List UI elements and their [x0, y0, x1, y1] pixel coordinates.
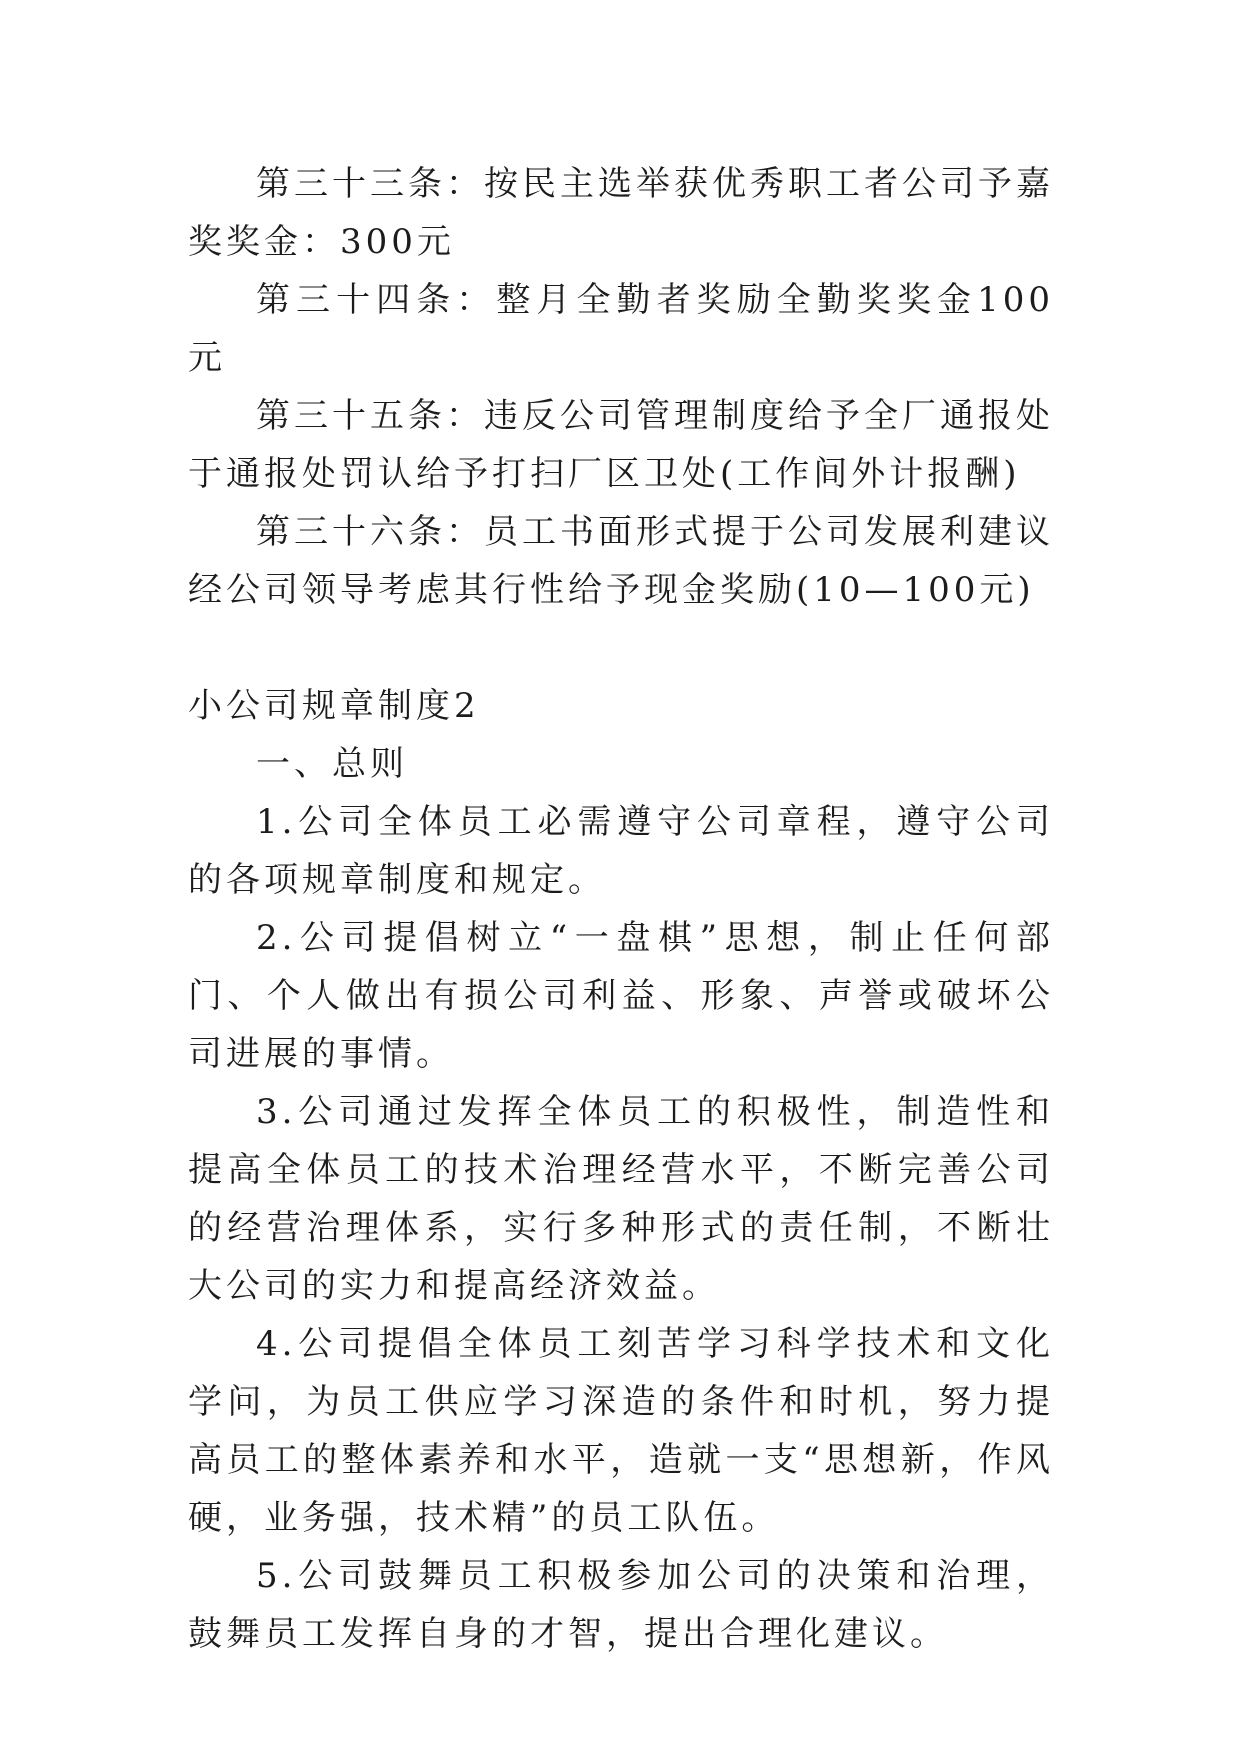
rule-2: 2.公司提倡树立“一盘棋”思想，制止任何部门、个人做出有损公司利益、形象、声誉或破坏公司进展的事情。	[188, 918, 1054, 1074]
rule-4: 4.公司提倡全体员工刻苦学习科学技术和文化学问，为员工供应学习深造的条件和时机，努力提高员工的整体素养和水平，造就一支“思想新，作风硬，业务强，技术精”的员工队伍。	[188, 1324, 1054, 1538]
section-title: 小公司规章制度2	[188, 686, 480, 726]
rule-3: 3.公司通过发挥全体员工的积极性，制造性和提高全体员工的技术治理经营水平，不断完善公司的经营治理体系，实行多种形式的责任制，不断壮大公司的实力和提高经济效益。	[188, 1092, 1054, 1306]
subsection-title: 一、总则	[256, 744, 408, 784]
document-body	[188, 155, 1054, 1663]
article-36: 第三十六条：员工书面形式提于公司发展利建议经公司领导考虑其行性给予现金奖励(10—100元)	[188, 512, 1054, 610]
article-33: 第三十三条：按民主选举获优秀职工者公司予嘉奖奖金：300元	[188, 164, 1054, 262]
rule-1: 1.公司全体员工必需遵守公司章程，遵守公司的各项规章制度和规定。	[188, 802, 1054, 900]
article-35: 第三十五条：违反公司管理制度给予全厂通报处于通报处罚认给予打扫厂区卫处(工作间外计报酬)	[188, 396, 1054, 494]
article-34: 第三十四条：整月全勤者奖励全勤奖奖金100元	[188, 280, 1054, 378]
rule-5: 5.公司鼓舞员工积极参加公司的决策和治理，鼓舞员工发挥自身的才智，提出合理化建议。	[188, 1556, 1054, 1654]
